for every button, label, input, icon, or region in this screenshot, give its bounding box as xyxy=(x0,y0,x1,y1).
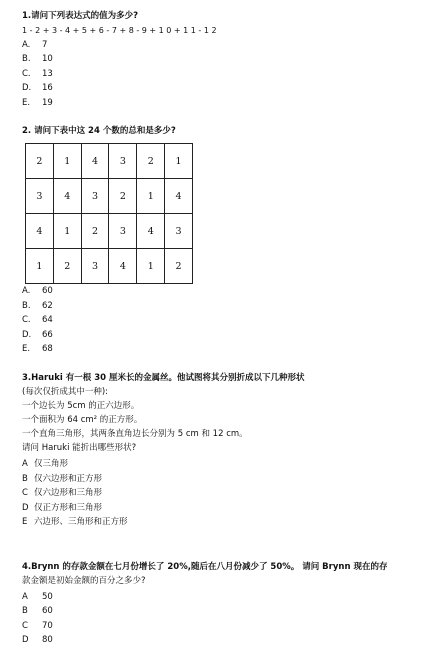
q3-option-d: D 仅正方形和三角形 xyxy=(22,503,103,513)
grid-cell: 4 xyxy=(53,179,81,214)
q3-option-e: E 六边形、三角形和正方形 xyxy=(22,517,128,527)
q1-option-b: B. 10 xyxy=(22,54,53,64)
q3-title: 3.Haruki 有一根 30 厘米长的金属丝。他试图将其分别折成以下几种形状 xyxy=(22,373,305,383)
grid-cell: 4 xyxy=(81,144,109,179)
q2-title: 2. 请问下表中这 24 个数的总和是多少? xyxy=(22,126,176,136)
q1-expression: 1 - 2 + 3 - 4 + 5 + 6 - 7 + 8 - 9 + 1 0 + 1 1 - 1 2 xyxy=(22,26,217,35)
q3-option-b: B 仅六边形和正方形 xyxy=(22,474,103,484)
grid-cell: 2 xyxy=(53,249,81,284)
grid-cell: 1 xyxy=(26,249,54,284)
q3-option-c: C 仅六边形和三角形 xyxy=(22,488,103,498)
q4-option-b: B 60 xyxy=(22,606,53,616)
q3-line: 一个直角三角形，其两条直角边长分别为 5 cm 和 12 cm。 xyxy=(22,429,248,439)
q3-line: 请问 Haruki 能折出哪些形状? xyxy=(22,443,137,453)
grid-cell: 1 xyxy=(137,179,165,214)
q2-option-b: B. 62 xyxy=(22,301,53,311)
grid-row xyxy=(26,214,193,249)
grid-cell: 1 xyxy=(53,144,81,179)
grid-cell: 2 xyxy=(26,144,54,179)
q1-option-e: E. 19 xyxy=(22,98,53,108)
q3-line: 一个面积为 64 cm² 的正方形。 xyxy=(22,415,143,425)
grid-cell: 4 xyxy=(26,214,54,249)
q1-title: 1.请问下列表达式的值为多少? xyxy=(22,11,139,21)
grid-cell: 3 xyxy=(81,179,109,214)
grid-cell: 2 xyxy=(81,214,109,249)
q3-line: (每次仅折成其中一种): xyxy=(22,387,108,397)
q2-option-e: E. 68 xyxy=(22,344,53,354)
grid-cell: 1 xyxy=(53,214,81,249)
q4-line: 款金额是初始金额的百分之多少? xyxy=(22,576,146,586)
q1-option-d: D. 16 xyxy=(22,83,53,93)
grid-cell: 3 xyxy=(81,249,109,284)
grid-cell: 2 xyxy=(137,144,165,179)
grid-cell: 2 xyxy=(109,179,137,214)
q4-title: 4.Brynn 的存款金额在七月份增长了 20%,随后在八月份减少了 50%。 请问 Brynn 现在的存 xyxy=(22,562,388,572)
grid-row xyxy=(26,179,193,214)
grid-cell: 3 xyxy=(109,144,137,179)
grid-cell: 1 xyxy=(137,249,165,284)
grid-cell: 2 xyxy=(165,249,193,284)
q4-option-d: D 80 xyxy=(22,635,53,645)
grid-row xyxy=(26,144,193,179)
grid-cell: 4 xyxy=(109,249,137,284)
number-grid xyxy=(25,143,193,284)
grid-cell: 4 xyxy=(165,179,193,214)
q4-option-a: A 50 xyxy=(22,592,53,602)
grid-row xyxy=(26,249,193,284)
grid-cell: 1 xyxy=(165,144,193,179)
q1-option-c: C. 13 xyxy=(22,69,53,79)
q2-option-c: C. 64 xyxy=(22,315,53,325)
q4-option-c: C 70 xyxy=(22,621,53,631)
grid-cell: 3 xyxy=(165,214,193,249)
grid-cell: 3 xyxy=(109,214,137,249)
grid-cell: 4 xyxy=(137,214,165,249)
q3-line: 一个边长为 5cm 的正六边形。 xyxy=(22,401,140,411)
q2-option-a: A. 60 xyxy=(22,286,53,296)
q3-option-a: A 仅三角形 xyxy=(22,459,69,469)
grid-cell: 3 xyxy=(26,179,54,214)
q1-option-a: A. 7 xyxy=(22,40,48,50)
q2-option-d: D. 66 xyxy=(22,330,53,340)
